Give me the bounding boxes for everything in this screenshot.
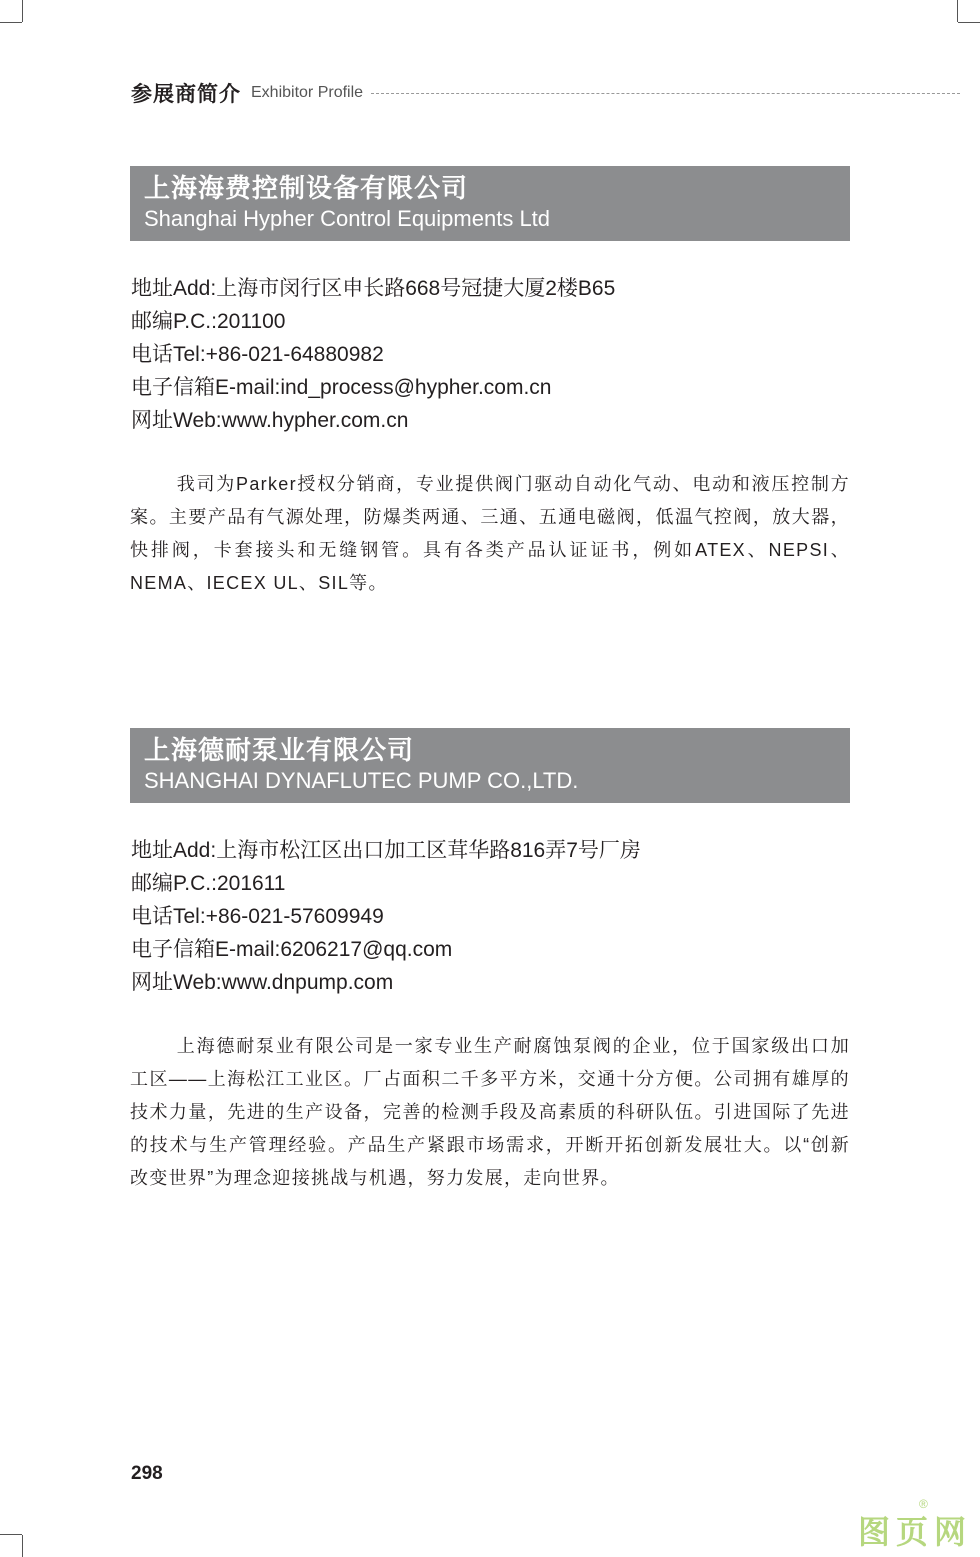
postcode-line: 邮编P.C.:201611 — [131, 872, 286, 895]
postcode-line: 邮编P.C.:201100 — [131, 310, 286, 333]
company-banner — [130, 728, 850, 803]
company-name-cn: 上海海费控制设备有限公司 — [144, 173, 469, 203]
web-line: 网址Web:www.hypher.com.cn — [131, 409, 409, 432]
page-header — [131, 78, 960, 108]
header-title-en: Exhibitor Profile — [251, 84, 364, 101]
crop-mark-top-right — [957, 0, 958, 22]
crop-mark-top-left — [22, 0, 23, 22]
phone-line: 电话Tel:+86-021-64880982 — [131, 343, 384, 366]
address-line: 地址Add:上海市闵行区申长路668号冠捷大厦2楼B65 — [131, 277, 616, 300]
crop-mark-top-left-h — [0, 22, 22, 23]
company-banner — [130, 166, 850, 241]
company-description: 上海德耐泵业有限公司是一家专业生产耐腐蚀泵阀的企业，位于国家级出口加工区——上海松江工业区。厂占面积二千多平方米，交通十分方便。公司拥有雄厚的技术力量，先进的生产设备，完善的检测手段及高素质的科研队伍。引进国际了先进的技术与生产管理经验。产品生产紧跟市场需求，开断开拓创新发展壮大。以“创新改变世界”为理念迎接挑战与机遇，努力发展，走向世界。 — [130, 1036, 850, 1188]
company-card-hypher — [130, 166, 850, 600]
address-line: 地址Add:上海市松江区出口加工区茸华路816弄7号厂房 — [131, 839, 641, 862]
contact-info — [130, 834, 850, 999]
contact-info — [130, 272, 850, 437]
page-number: 298 — [131, 1463, 163, 1484]
crop-mark-bottom-left-h — [0, 1534, 22, 1535]
company-name-en: Shanghai Hypher Control Equipments Ltd — [144, 206, 551, 231]
watermark-logo: 图页网 — [858, 1514, 973, 1550]
header-divider — [371, 93, 960, 94]
phone-line: 电话Tel:+86-021-57609949 — [131, 905, 384, 928]
crop-mark-bottom-left — [22, 1535, 23, 1557]
company-description: 我司为Parker授权分销商，专业提供阀门驱动自动化气动、电动和液压控制方案。主要产品有气源处理，防爆类两通、三通、五通电磁阀，低温气控阀，放大器，快排阀，卡套接头和无缝钢管。具有各类产品认证证书，例如ATEX、NEPSI、NEMA、IECEX UL、SIL等。 — [130, 474, 850, 593]
header-title-cn: 参展商简介 — [131, 83, 241, 106]
registered-mark-icon: ® — [919, 1497, 928, 1511]
web-line: 网址Web:www.dnpump.com — [131, 971, 394, 994]
company-card-dynaflutec — [130, 728, 850, 1195]
email-line: 电子信箱E-mail:6206217@qq.com — [131, 938, 453, 961]
company-name-cn: 上海德耐泵业有限公司 — [144, 735, 415, 765]
company-name-en: SHANGHAI DYNAFLUTEC PUMP CO.,LTD. — [144, 768, 579, 793]
crop-mark-top-right-h — [958, 22, 980, 23]
email-line: 电子信箱E-mail:ind_process@hypher.com.cn — [131, 376, 552, 399]
